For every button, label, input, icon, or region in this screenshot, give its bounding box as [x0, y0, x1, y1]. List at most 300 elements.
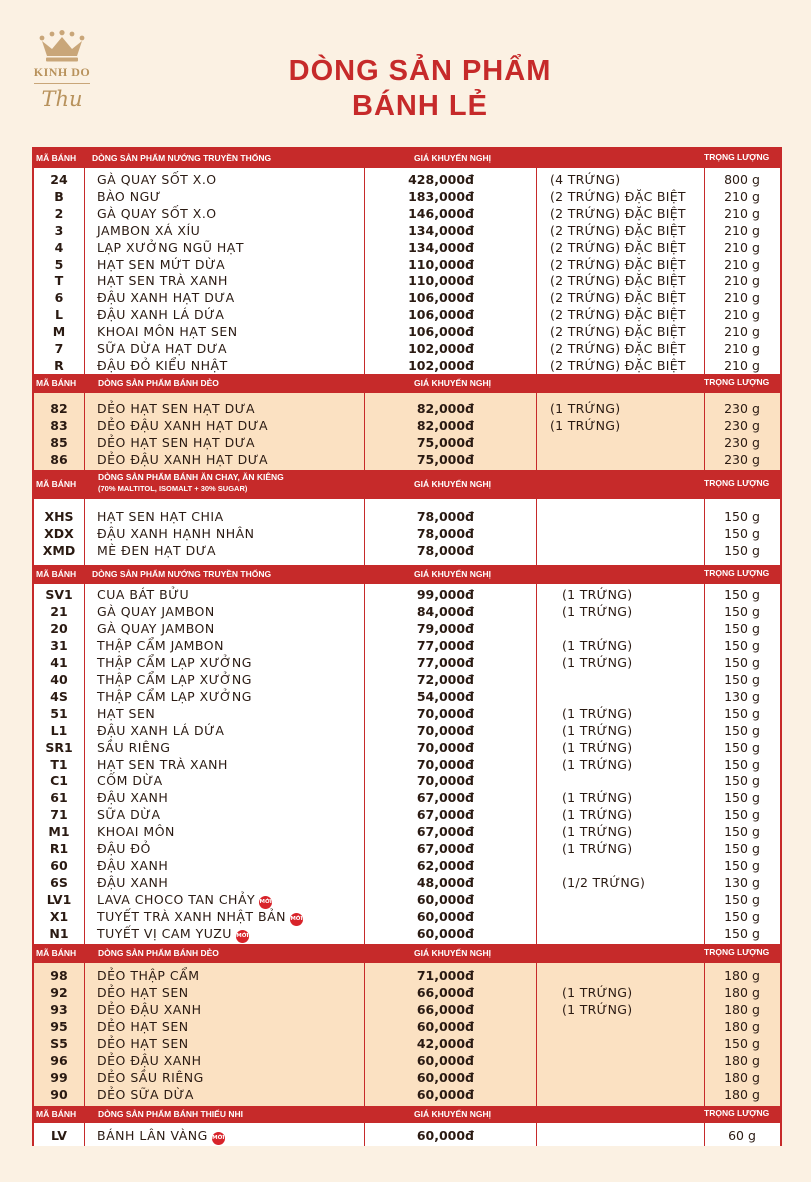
- product-code: 92: [50, 984, 68, 1000]
- product-row: [34, 1035, 780, 1052]
- product-code: LV: [51, 1128, 67, 1143]
- product-name: [97, 1086, 194, 1103]
- product-weight: 60 g: [728, 1128, 756, 1143]
- product-name-text: ĐẬU XANH LÁ DỨA: [97, 722, 225, 738]
- product-weight: 180 g: [724, 1018, 760, 1034]
- product-price: 82,000đ: [416, 401, 474, 416]
- product-note: (2 TRỨNG) ĐẶC BIỆT: [550, 307, 686, 323]
- product-name: [97, 1001, 202, 1018]
- product-code: XHS: [44, 509, 74, 524]
- product-name-text: GÀ QUAY JAMBON: [97, 620, 215, 636]
- product-price: 110,000đ: [408, 256, 474, 272]
- product-name-text: GÀ QUAY SỐT X.O: [97, 205, 217, 221]
- product-weight: 150 g: [724, 603, 760, 619]
- product-name: [97, 620, 215, 637]
- product-name-text: SỮA DỪA HẠT DƯA: [97, 341, 228, 356]
- product-weight: 230 g: [724, 435, 760, 450]
- product-weight: 210 g: [724, 188, 760, 204]
- product-price: 60,000đ: [416, 892, 474, 908]
- header-code-label: MÃ BÁNH: [36, 1109, 77, 1119]
- product-name: [97, 357, 228, 374]
- product-price: 42,000đ: [416, 1035, 474, 1051]
- product-name: [97, 239, 244, 256]
- product-code: 61: [50, 790, 68, 806]
- product-price: 60,000đ: [416, 1018, 474, 1034]
- product-row: [34, 688, 780, 705]
- product-row: [34, 171, 780, 188]
- product-code: 6: [54, 290, 64, 306]
- product-weight: 150 g: [724, 841, 760, 857]
- product-price: 67,000đ: [416, 824, 474, 840]
- product-price: 428,000đ: [408, 172, 474, 187]
- product-name: [97, 205, 217, 222]
- product-name: [97, 857, 168, 874]
- product-name-text: ĐẬU ĐỎ: [97, 841, 151, 857]
- product-price: 60,000đ: [416, 926, 474, 941]
- product-price: 71,000đ: [416, 968, 474, 983]
- product-row: [34, 789, 780, 806]
- product-price: 70,000đ: [416, 722, 474, 738]
- product-name: [97, 1035, 189, 1052]
- product-code: 4: [54, 239, 64, 255]
- product-row: [34, 637, 780, 654]
- product-weight: 800 g: [724, 172, 760, 187]
- product-weight: 210 g: [724, 256, 760, 272]
- product-row: [34, 984, 780, 1001]
- product-name: [97, 840, 151, 857]
- header-category-label: DÒNG SẢN PHẨM BÁNH DẺO: [98, 948, 219, 958]
- product-price: 77,000đ: [416, 654, 474, 670]
- product-name-text: HẠT SEN TRÀ XANH: [97, 756, 228, 772]
- product-name: [97, 586, 189, 603]
- product-name: [97, 171, 217, 188]
- product-weight: 210 g: [724, 357, 760, 373]
- product-weight: 230 g: [724, 452, 760, 467]
- header-category-label: DÒNG SẢN PHẨM NƯỚNG TRUYỀN THỐNG: [92, 153, 272, 163]
- product-note: (1 TRỨNG): [562, 722, 633, 738]
- product-weight: 230 g: [724, 418, 760, 433]
- product-price: 134,000đ: [408, 239, 474, 255]
- product-price: 106,000đ: [408, 290, 474, 306]
- product-name-text: THẬP CẨM LẠP XƯỞNG: [97, 654, 252, 670]
- product-row: [34, 451, 780, 468]
- product-name-text: SỮA DỪA: [97, 807, 161, 823]
- product-code: XDX: [44, 526, 74, 541]
- product-price: 102,000đ: [408, 341, 474, 356]
- product-name-text: GÀ QUAY JAMBON: [97, 603, 215, 619]
- product-name: [97, 400, 255, 417]
- product-name: [97, 874, 168, 891]
- product-code: 24: [50, 172, 68, 187]
- product-row: [34, 1069, 780, 1086]
- product-weight: 150 g: [724, 892, 760, 908]
- product-name-text: ĐẬU XANH: [97, 858, 169, 874]
- product-name-text: HẠT SEN TRÀ XANH: [97, 273, 228, 289]
- product-code: SR1: [45, 739, 73, 755]
- product-price: 78,000đ: [416, 526, 474, 541]
- product-row: [34, 705, 780, 722]
- product-weight: 150 g: [724, 858, 760, 874]
- product-note: (4 TRỨNG): [550, 172, 621, 187]
- product-weight: 180 g: [724, 1052, 760, 1068]
- product-name-text: ĐẬU XANH HẠT DƯA: [97, 290, 235, 306]
- product-price: 183,000đ: [408, 188, 474, 204]
- section-header: [34, 374, 780, 393]
- product-name-text: LẠP XƯỞNG NGŨ HẠT: [97, 239, 244, 255]
- product-code: 20: [50, 620, 68, 636]
- product-note: (2 TRỨNG) ĐẶC BIỆT: [550, 222, 686, 238]
- product-name: [97, 188, 161, 205]
- product-weight: 210 g: [724, 290, 760, 306]
- product-name-text: ĐẬU XANH LÁ DỨA: [97, 307, 225, 323]
- product-name-text: ĐẬU XANH: [97, 875, 169, 891]
- new-badge: MỚI: [236, 930, 249, 943]
- product-name: [97, 222, 200, 239]
- product-code: LV1: [46, 892, 72, 908]
- product-code: T1: [50, 756, 68, 772]
- product-price: 77,000đ: [416, 637, 474, 653]
- product-row: [34, 239, 780, 256]
- logo-divider: [34, 83, 90, 84]
- product-price: 78,000đ: [416, 509, 474, 524]
- product-name: [97, 688, 252, 705]
- product-code: 2: [54, 205, 64, 221]
- product-row: [34, 400, 780, 417]
- crown-icon: [38, 30, 86, 64]
- product-row: [34, 840, 780, 857]
- product-row: [34, 222, 780, 239]
- product-note: (2 TRỨNG) ĐẶC BIỆT: [550, 290, 686, 306]
- product-name: [97, 984, 189, 1001]
- logo-script: Thu: [41, 87, 83, 111]
- product-name-text: DẺO THẬP CẨM: [97, 968, 200, 983]
- product-note: (1 TRỨNG): [562, 603, 633, 619]
- product-price: 70,000đ: [416, 773, 474, 789]
- product-code: N1: [49, 926, 69, 941]
- product-code: 51: [50, 705, 68, 721]
- product-code: SV1: [45, 587, 73, 602]
- product-name-text: THẬP CẨM JAMBON: [97, 637, 224, 653]
- product-name: [97, 340, 227, 357]
- product-code: 3: [54, 222, 64, 238]
- product-row: [34, 908, 780, 925]
- product-row: [34, 874, 780, 891]
- product-code: L: [55, 307, 63, 323]
- product-code: M1: [48, 824, 70, 840]
- product-code: 83: [50, 418, 68, 433]
- section-header: [34, 944, 780, 963]
- header-price-label: GIÁ KHUYẾN NGHỊ: [414, 378, 491, 388]
- product-price: 62,000đ: [416, 858, 474, 874]
- product-name-text: HẠT SEN: [97, 705, 156, 721]
- product-note: (2 TRỨNG) ĐẶC BIỆT: [550, 239, 686, 255]
- product-weight: 210 g: [724, 239, 760, 255]
- product-code: 82: [50, 401, 68, 416]
- product-name-text: GÀ QUAY SỐT X.O: [97, 172, 217, 187]
- product-price: 67,000đ: [416, 790, 474, 806]
- product-row: [34, 525, 780, 542]
- header-code-label: MÃ BÁNH: [36, 153, 77, 163]
- new-badge: MỚI: [212, 1132, 225, 1145]
- product-name: [97, 289, 235, 306]
- product-name-text: MÈ ĐEN HẠT DƯA: [97, 543, 217, 558]
- product-price: 106,000đ: [408, 307, 474, 323]
- product-name: [97, 1069, 204, 1086]
- product-weight: 150 g: [724, 824, 760, 840]
- product-row: [34, 434, 780, 451]
- product-weight: 150 g: [724, 637, 760, 653]
- product-weight: 130 g: [724, 875, 760, 891]
- product-name-text: DẺO HẠT SEN HẠT DƯA: [97, 435, 256, 450]
- product-code: 95: [50, 1018, 68, 1034]
- product-name-text: DẺO HẠT SEN: [97, 1035, 189, 1051]
- product-name-text: DẺO ĐẬU XANH HẠT DƯA: [97, 452, 268, 467]
- product-name-text: DẺO SẦU RIÊNG: [97, 1069, 204, 1085]
- product-row: [34, 289, 780, 306]
- section-header: [34, 149, 780, 168]
- product-note: (1 TRỨNG): [550, 401, 621, 416]
- product-code: 6S: [50, 875, 68, 891]
- product-name-text: TUYẾT TRÀ XANH NHẬT BẢN: [97, 909, 286, 925]
- product-row: [34, 756, 780, 773]
- header-code-label: MÃ BÁNH: [36, 479, 77, 489]
- product-code: T: [54, 273, 64, 289]
- kinh-do-logo: [30, 30, 94, 135]
- product-weight: 150 g: [724, 509, 760, 524]
- product-name-text: TUYẾT VỊ CAM YUZU: [97, 926, 232, 941]
- product-name: [97, 525, 255, 542]
- product-weight: 150 g: [724, 756, 760, 772]
- product-code: 5: [54, 256, 64, 272]
- product-price: 48,000đ: [416, 875, 474, 891]
- product-name: [97, 908, 303, 926]
- product-row: [34, 340, 780, 357]
- product-weight: 230 g: [724, 401, 760, 416]
- product-weight: 150 g: [724, 807, 760, 823]
- product-name-text: DẺO ĐẬU XANH: [97, 1001, 202, 1017]
- product-price: 84,000đ: [416, 603, 474, 619]
- product-name-text: DẺO HẠT SEN HẠT DƯA: [97, 401, 256, 416]
- new-badge: MỚI: [290, 913, 303, 926]
- product-row: [34, 823, 780, 840]
- header-weight-label: TRỌNG LƯỢNG: [704, 152, 770, 162]
- header-weight-label: TRỌNG LƯỢNG: [704, 1108, 770, 1118]
- product-name-text: KHOAI MÔN HẠT SEN: [97, 324, 238, 340]
- product-price: 66,000đ: [416, 984, 474, 1000]
- product-row: [34, 925, 780, 942]
- product-code: XMD: [42, 543, 76, 558]
- product-name-text: CỐM DỪA: [97, 773, 163, 789]
- product-weight: 150 g: [724, 705, 760, 721]
- header-weight-label: TRỌNG LƯỢNG: [704, 568, 770, 578]
- product-row: [34, 306, 780, 323]
- new-badge: MỚI: [259, 896, 272, 909]
- product-name: [97, 891, 272, 909]
- product-row: [34, 188, 780, 205]
- product-weight: 150 g: [724, 543, 760, 558]
- product-name: [97, 705, 155, 722]
- product-price: 60,000đ: [416, 1086, 474, 1102]
- product-name-text: LAVA CHOCO TAN CHẢY: [97, 892, 256, 908]
- product-name-text: DẺO SỮA DỪA: [97, 1086, 194, 1102]
- product-row: [34, 620, 780, 637]
- product-row: [34, 272, 780, 289]
- header-category-label: DÒNG SẢN PHẨM NƯỚNG TRUYỀN THỐNG: [92, 569, 272, 579]
- product-code: X1: [49, 909, 69, 925]
- product-weight: 150 g: [724, 1035, 760, 1051]
- product-weight: 210 g: [724, 222, 760, 238]
- product-price: 70,000đ: [416, 756, 474, 772]
- product-row: [34, 1001, 780, 1018]
- product-price: 79,000đ: [416, 620, 474, 636]
- product-row: [34, 739, 780, 756]
- product-code: 71: [50, 807, 68, 823]
- product-name: [97, 323, 238, 340]
- product-note: (1 TRỨNG): [562, 654, 633, 670]
- product-code: 31: [50, 637, 68, 653]
- product-row: [34, 857, 780, 874]
- product-note: (1 TRỨNG): [562, 984, 633, 1000]
- page-title-line-2: BÁNH LẺ: [352, 90, 488, 122]
- logo-brand: KINH DO: [33, 65, 91, 79]
- product-code: C1: [50, 773, 68, 789]
- product-code: L1: [50, 722, 68, 738]
- product-note: (2 TRỨNG) ĐẶC BIỆT: [550, 273, 686, 289]
- product-name: [97, 1018, 189, 1035]
- product-weight: 150 g: [724, 620, 760, 636]
- section-header: [34, 565, 780, 584]
- product-price: 60,000đ: [416, 909, 474, 925]
- product-name-text: DẺO HẠT SEN: [97, 1018, 189, 1034]
- product-name-text: ĐẬU XANH: [97, 790, 169, 806]
- product-code: M: [52, 324, 66, 340]
- product-row: [34, 772, 780, 789]
- product-row: [34, 205, 780, 222]
- product-row: [34, 586, 780, 603]
- product-name: [97, 272, 228, 289]
- product-weight: 150 g: [724, 587, 760, 602]
- product-name-text: DẺO ĐẬU XANH HẠT DƯA: [97, 418, 268, 433]
- product-row: [34, 654, 780, 671]
- product-row: [34, 1018, 780, 1035]
- product-price: 75,000đ: [416, 435, 474, 450]
- product-weight: 130 g: [724, 688, 760, 704]
- product-code: 86: [50, 452, 68, 467]
- product-weight: 210 g: [724, 324, 760, 340]
- product-row: [34, 603, 780, 620]
- product-name: [97, 603, 215, 620]
- product-weight: 180 g: [724, 984, 760, 1000]
- product-name: [97, 256, 225, 273]
- product-note: (2 TRỨNG) ĐẶC BIỆT: [550, 324, 686, 340]
- product-weight: 150 g: [724, 790, 760, 806]
- product-note: (1 TRỨNG): [562, 790, 633, 806]
- product-name-text: JAMBON XÁ XÍU: [97, 222, 201, 238]
- header-code-label: MÃ BÁNH: [36, 948, 77, 958]
- product-name: [97, 637, 224, 654]
- product-name: [97, 722, 224, 739]
- product-row: [34, 1052, 780, 1069]
- product-price: 60,000đ: [416, 1052, 474, 1068]
- header-price-label: GIÁ KHUYẾN NGHỊ: [414, 153, 491, 163]
- product-note: (1 TRỨNG): [550, 418, 621, 433]
- product-note: (1 TRỨNG): [562, 756, 633, 772]
- product-note: (1 TRỨNG): [562, 739, 633, 755]
- product-row: [34, 508, 780, 525]
- product-name: [97, 739, 170, 756]
- product-name-text: KHOAI MÔN: [97, 824, 175, 840]
- product-name: [97, 772, 163, 789]
- product-weight: 150 g: [724, 739, 760, 755]
- header-code-label: MÃ BÁNH: [36, 378, 77, 388]
- product-name-text: BÀO NGƯ: [97, 188, 161, 204]
- product-price: 70,000đ: [416, 705, 474, 721]
- product-name: [97, 789, 168, 806]
- product-weight: 180 g: [724, 968, 760, 983]
- section-header: [34, 1106, 780, 1123]
- product-code: R: [54, 357, 64, 373]
- product-note: (1 TRỨNG): [562, 1001, 633, 1017]
- product-weight: 150 g: [724, 909, 760, 925]
- product-note: (1/2 TRỨNG): [562, 875, 646, 891]
- product-weight: 150 g: [724, 526, 760, 541]
- header-category-label: DÒNG SẢN PHẨM BÁNH THIẾU NHI: [98, 1109, 243, 1119]
- header-category-label: DÒNG SẢN PHẨM BÁNH DẺO: [98, 378, 219, 388]
- header-price-label: GIÁ KHUYẾN NGHỊ: [414, 948, 491, 958]
- product-code: 21: [50, 603, 68, 619]
- product-note: (2 TRỨNG) ĐẶC BIỆT: [550, 357, 686, 373]
- product-price: 106,000đ: [408, 324, 474, 340]
- product-row: [34, 1127, 780, 1144]
- product-row: [34, 891, 780, 908]
- section-header: [34, 470, 780, 499]
- product-row: [34, 967, 780, 984]
- product-name-text: DẺO HẠT SEN: [97, 984, 189, 1000]
- product-weight: 180 g: [724, 1069, 760, 1085]
- product-code: 99: [50, 1069, 68, 1085]
- product-code: 4S: [50, 688, 68, 704]
- product-row: [34, 357, 780, 374]
- product-code: 41: [50, 654, 68, 670]
- product-price: 54,000đ: [416, 688, 474, 704]
- product-code: 98: [50, 968, 68, 983]
- product-price: 67,000đ: [416, 807, 474, 823]
- product-price: 70,000đ: [416, 739, 474, 755]
- product-name-text: ĐẬU ĐỎ KIỂU NHẬT: [97, 357, 228, 373]
- product-name-text: SẦU RIÊNG: [97, 739, 171, 755]
- product-name: [97, 1127, 225, 1145]
- product-price: 82,000đ: [416, 418, 474, 433]
- product-name-text: CUA BÁT BỬU: [97, 587, 190, 602]
- product-weight: 150 g: [724, 722, 760, 738]
- product-price: 78,000đ: [416, 543, 474, 558]
- product-weight: 210 g: [724, 341, 760, 356]
- product-weight: 180 g: [724, 1086, 760, 1102]
- product-name: [97, 925, 249, 943]
- product-name: [97, 654, 252, 671]
- product-code: 40: [50, 671, 68, 687]
- product-row: [34, 1086, 780, 1103]
- product-name-text: DẺO ĐẬU XANH: [97, 1052, 202, 1068]
- product-price: 134,000đ: [408, 222, 474, 238]
- product-name-text: THẬP CẨM LẠP XƯỞNG: [97, 671, 252, 687]
- product-note: (2 TRỨNG) ĐẶC BIỆT: [550, 205, 686, 221]
- product-name: [97, 671, 252, 688]
- product-weight: 210 g: [724, 273, 760, 289]
- product-name-text: HẠT SEN HẠT CHIA: [97, 509, 224, 524]
- product-weight: 180 g: [724, 1001, 760, 1017]
- product-note: (1 TRỨNG): [562, 705, 633, 721]
